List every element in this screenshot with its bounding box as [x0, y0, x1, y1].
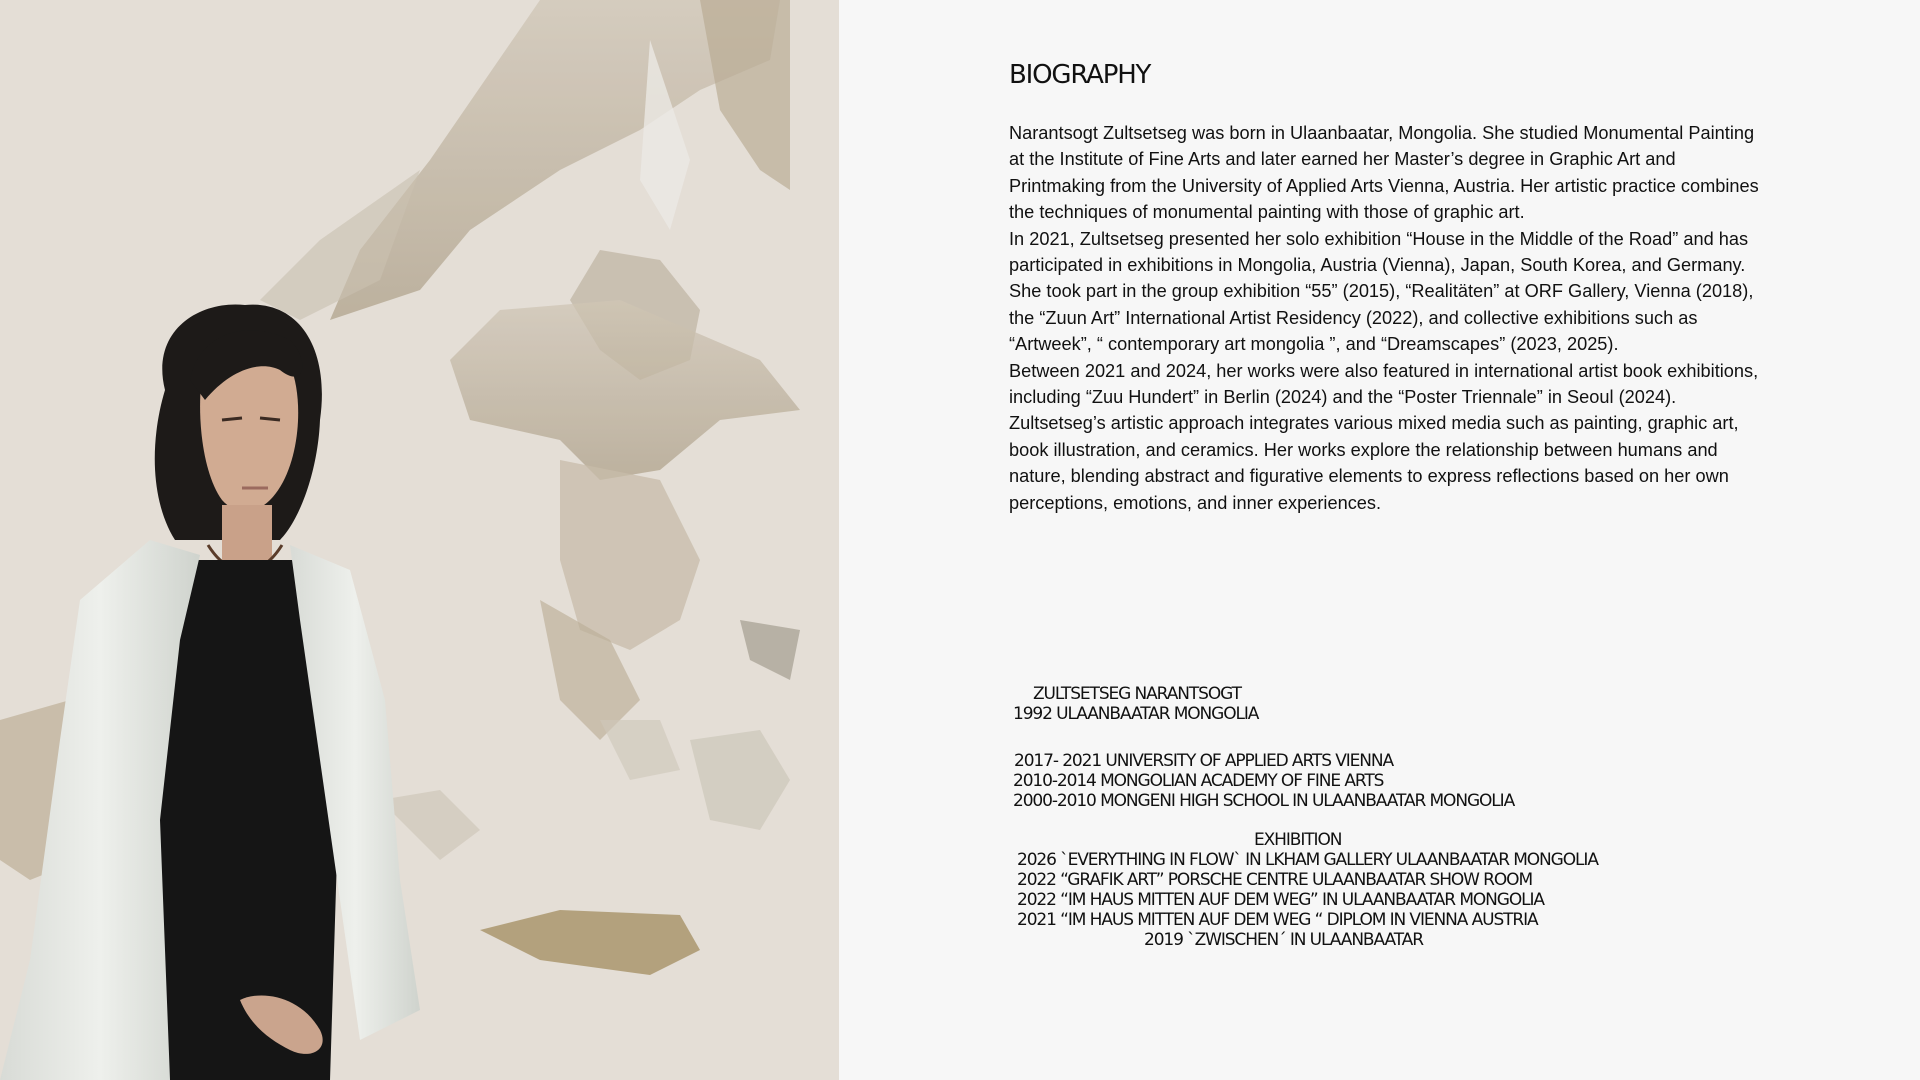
- biography-paragraph: Between 2021 and 2024, her works were also featured in international artist book exhibitions, including “Zuu Hundert” in Berlin (2024) and the “Poster Triennale” in Seoul (2024).: [1009, 360, 1759, 408]
- artist-portrait-photo: [0, 0, 839, 1080]
- exhibition-item: 2022 “IM HAUS MITTEN AUF DEM WEG” IN ULAANBAATAR MONGOLIA: [1017, 890, 1544, 910]
- biography-paragraph: In 2021, Zultsetseg presented her solo exhibition “House in the Middle of the Road” and has participated in exhibitions in Mongolia, Austria (Vienna), Japan, South Korea, and Germany. She took part in the group exhibition “55” (2015), “Realitäten” at ORF Gallery, Vienna (2018), the “Zuun Art” International Artist Residency (2022), and collective exhibitions such as “Artweek”, “ contemporary art mongolia ”, and “Dreamscapes” (2023, 2025).: [1009, 228, 1754, 355]
- biography-text: [1009, 120, 1769, 516]
- exhibition-item: 2019 `ZWISCHEN´ IN ULAANBAATAR: [1144, 930, 1423, 950]
- exhibition-heading: EXHIBITION: [1254, 830, 1342, 850]
- artist-name: ZULTSETSEG NARANTSOGT: [1033, 684, 1241, 704]
- biography-paragraph: Narantsogt Zultsetseg was born in Ulaanbaatar, Mongolia. She studied Monumental Painting at the Institute of Fine Arts and later earned her Master’s degree in Graphic Art and Printmaking from the University of Applied Arts Vienna, Austria. Her artistic practice combines the techniques of monumental painting with those of graphic art.: [1009, 123, 1759, 223]
- biography-panel: [839, 0, 1920, 1080]
- portrait-illustration: [0, 0, 839, 1080]
- education-item: 2010-2014 MONGOLIAN ACADEMY OF FINE ARTS: [1013, 771, 1384, 791]
- exhibition-item: 2021 “IM HAUS MITTEN AUF DEM WEG “ DIPLOM IN VIENNA AUSTRIA: [1017, 910, 1538, 930]
- education-item: 2017- 2021 UNIVERSITY OF APPLIED ARTS VIENNA: [1014, 751, 1394, 771]
- exhibition-item: 2026 `EVERYTHING IN FLOW` IN LKHAM GALLERY ULAANBAATAR MONGOLIA: [1017, 850, 1598, 870]
- biography-title: BIOGRAPHY: [1009, 60, 1151, 90]
- exhibition-item: 2022 “GRAFIK ART” PORSCHE CENTRE ULAANBAATAR SHOW ROOM: [1017, 870, 1533, 890]
- biography-paragraph: Zultsetseg’s artistic approach integrates various mixed media such as painting, graphic art, book illustration, and ceramics. Her works explore the relationship between humans and nature, blending abstract and figurative elements to express reflections based on her own perceptions, emotions, and inner experiences.: [1009, 413, 1739, 513]
- artist-birth: 1992 ULAANBAATAR MONGOLIA: [1013, 704, 1259, 724]
- education-item: 2000-2010 MONGENI HIGH SCHOOL IN ULAANBAATAR MONGOLIA: [1013, 791, 1515, 811]
